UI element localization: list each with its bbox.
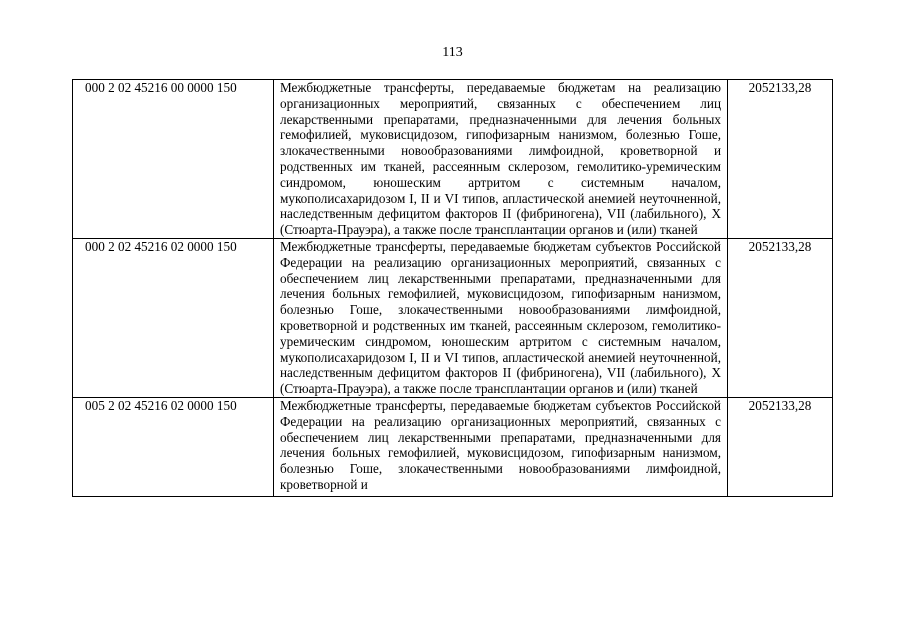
table-row xyxy=(73,80,833,239)
amount-cell: 2052133,28 xyxy=(728,80,833,239)
amount-cell: 2052133,28 xyxy=(728,238,833,397)
budget-table xyxy=(72,79,833,497)
description-text: Межбюджетные трансферты, передаваемые бюджетам субъектов Российской Федерации на реализацию организационных мероприятий, связанных с обеспечением лиц лекарственными препаратами, предназначенными для лечения больных гемофилией, муковисцидозом, гипофизарным нанизмом, болезнью Гоше, злокачественными новообразованиями лимфоидной, кроветворной и xyxy=(280,397,721,492)
budget-code-cell: 005 2 02 45216 02 0000 150 xyxy=(73,397,274,496)
amount-cell: 2052133,28 xyxy=(728,397,833,496)
table-row xyxy=(73,397,833,496)
description-cell: Межбюджетные трансферты, передаваемые бюджетам субъектов Российской Федерации на реализацию организационных мероприятий, связанных с обеспечением лиц лекарственными препаратами, предназначенными для лечения больных гемофилией, муковисцидозом, гипофизарным нанизмом, болезнью Гоше, злокачественными новообразованиями лимфоидной, кроветворной и родственных им тканей, рассеянным склерозом, гемолитико-уремическим синдромом, юношеским артритом с системным началом, мукополисахаридозом I, II и VI типов, апластической анемией неуточненной, наследственным дефицитом факторов II (фибриногена), VII (лабильного), X (Стюарта-Прауэра), а также после трансплантации органов и (или) тканей xyxy=(274,238,728,397)
table-row xyxy=(73,238,833,397)
description-cell: Межбюджетные трансферты, передаваемые бюджетам на реализацию организационных мероприятий, связанных с обеспечением лиц лекарственными препаратами, предназначенными для лечения больных гемофилией, муковисцидозом, гипофизарным нанизмом, болезнью Гоше, злокачественными новообразованиями лимфоидной, кроветворной и родственных им тканей, рассеянным склерозом, гемолитико-уремическим синдромом, юношеским артритом с системным началом, мукополисахаридозом I, II и VI типов, апластической анемией неуточненной, наследственным дефицитом факторов II (фибриногена), VII (лабильного), X (Стюарта-Прауэра), а также после трансплантации органов и (или) тканей xyxy=(274,80,728,239)
page-number: 113 xyxy=(442,45,463,60)
budget-code-cell: 000 2 02 45216 00 0000 150 xyxy=(73,80,274,239)
budget-code-cell: 000 2 02 45216 02 0000 150 xyxy=(73,238,274,397)
description-cell xyxy=(274,397,728,496)
